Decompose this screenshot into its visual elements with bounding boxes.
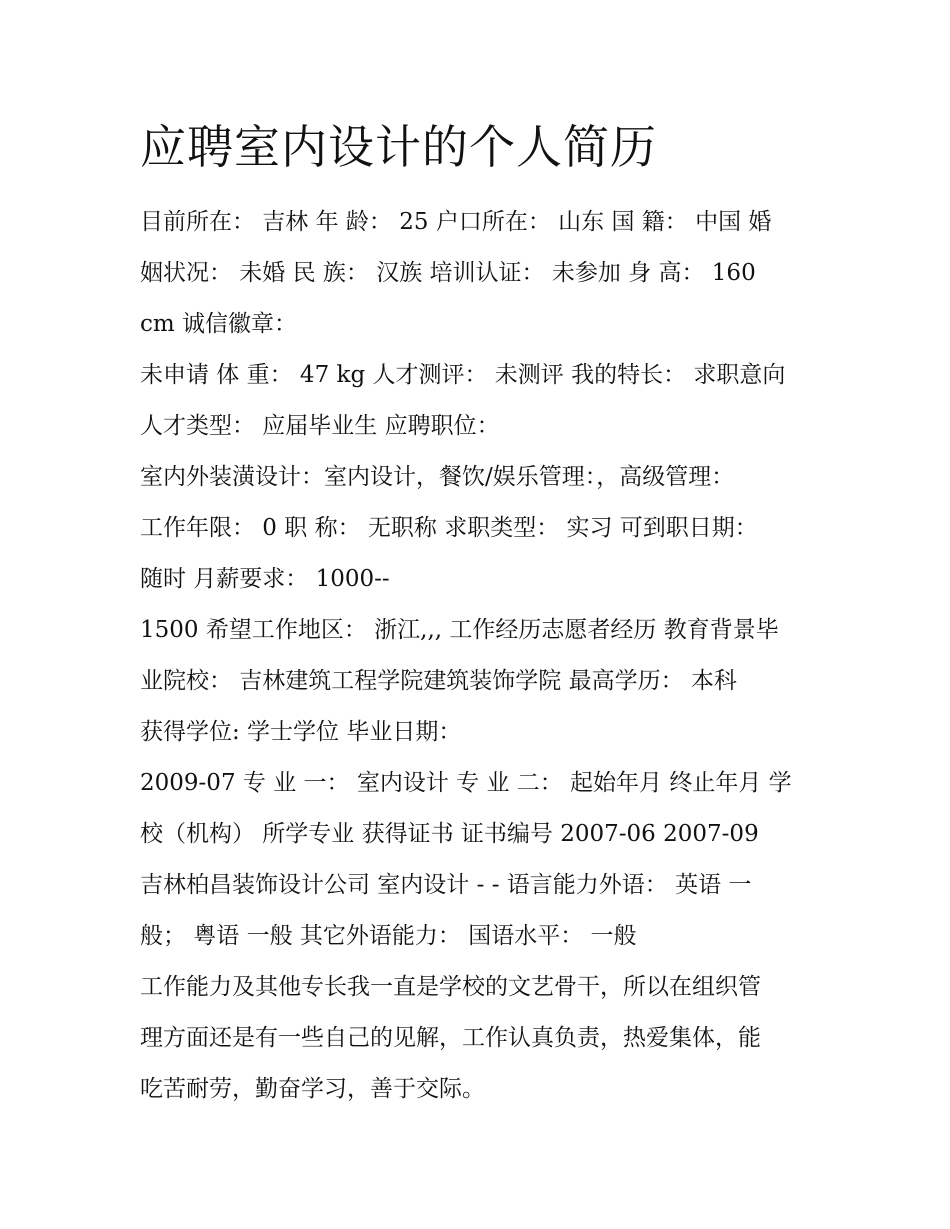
text-line: 般； 粤语 一般 其它外语能力： 国语水平： 一般 bbox=[140, 923, 637, 949]
text-line: 未申请 体 重： 47 kg 人才测评： 未测评 我的特长： 求职意向 bbox=[140, 362, 786, 388]
text-line: 业院校： 吉林建筑工程学院建筑装饰学院 最高学历： 本科 bbox=[140, 668, 737, 694]
text-line: cm 诚信徽章： bbox=[140, 311, 298, 337]
resume-body bbox=[140, 197, 820, 1115]
text-line: 室内外装潢设计：室内设计，餐饮/娱乐管理：，高级管理： bbox=[140, 464, 735, 490]
text-line: 工作能力及其他专长我一直是学校的文艺骨干，所以在组织管 bbox=[140, 974, 761, 1000]
text-line: 获得学位: 学士学位 毕业日期： bbox=[140, 719, 462, 745]
text-line: 校（机构） 所学专业 获得证书 证书编号 2007-06 2007-09 bbox=[140, 821, 759, 847]
text-line: 随时 月薪要求： 1000-- bbox=[140, 566, 390, 592]
text-line: 姻状况： 未婚 民 族： 汉族 培训认证： 未参加 身 高： 160 bbox=[140, 260, 756, 286]
text-line: 1500 希望工作地区： 浙江,,, 工作经历志愿者经历 教育背景毕 bbox=[140, 617, 779, 643]
text-line: 2009-07 专 业 一： 室内设计 专 业 二： 起始年月 终止年月 学 bbox=[140, 770, 792, 796]
text-line: 吉林柏昌装饰设计公司 室内设计 - - 语言能力外语： 英语 一 bbox=[140, 872, 752, 898]
text-line: 工作年限： 0 职 称： 无职称 求职类型： 实习 可到职日期： bbox=[140, 515, 758, 541]
text-line: 吃苦耐劳，勤奋学习，善于交际。 bbox=[140, 1076, 485, 1102]
text-line: 目前所在： 吉林 年 龄： 25 户口所在： 山东 国 籍： 中国 婚 bbox=[140, 209, 772, 235]
text-line: 理方面还是有一些自己的见解，工作认真负责，热爱集体，能 bbox=[140, 1025, 761, 1051]
text-line: 人才类型： 应届毕业生 应聘职位： bbox=[140, 413, 500, 439]
page-title: 应聘室内设计的个人简历 bbox=[140, 120, 657, 174]
